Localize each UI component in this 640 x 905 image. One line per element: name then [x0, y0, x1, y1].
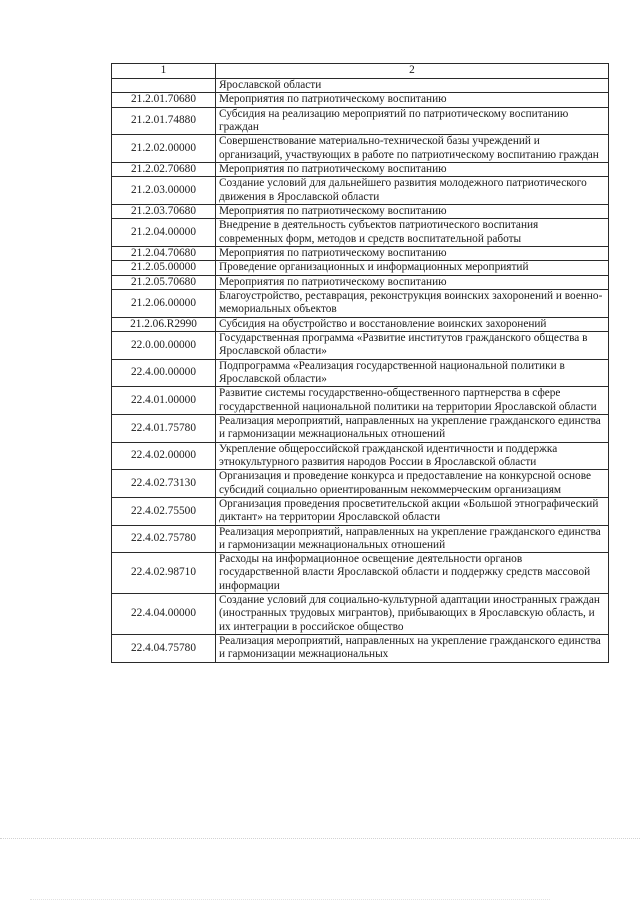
budget-code: 21.2.06.00000: [112, 289, 216, 317]
expense-description: Реализация мероприятий, направленных на укрепление гражданского единства и гармонизации межнациональных отношений: [216, 525, 609, 553]
budget-code: 21.2.01.70680: [112, 93, 216, 107]
expense-description: Мероприятия по патриотическому воспитанию: [216, 93, 609, 107]
budget-code: 22.4.04.75780: [112, 635, 216, 663]
expense-description: Развитие системы государственно-общественного партнерства в сфере государственной национальной политики на территории Ярославской области: [216, 387, 609, 415]
table-row: [112, 107, 609, 135]
expense-description: Внедрение в деятельность субъектов патриотического воспитания современных форм, методов и средств воспитательной работы: [216, 219, 609, 247]
expense-description: Государственная программа «Развитие институтов гражданского общества в Ярославской области»: [216, 331, 609, 359]
budget-code: 22.0.00.00000: [112, 331, 216, 359]
table-row: [112, 359, 609, 387]
table-row: [112, 177, 609, 205]
table-row: [112, 470, 609, 498]
budget-classification-table: [111, 63, 609, 663]
column-header-description: 2: [216, 64, 609, 79]
budget-code: 21.2.03.70680: [112, 204, 216, 218]
table-row: [112, 162, 609, 176]
scan-artifact-line: [0, 838, 640, 841]
budget-code: 22.4.02.98710: [112, 553, 216, 594]
budget-code: 22.4.02.73130: [112, 470, 216, 498]
expense-description: Мероприятия по патриотическому воспитанию: [216, 204, 609, 218]
budget-code: 21.2.05.00000: [112, 261, 216, 275]
table-row: [112, 93, 609, 107]
expense-description: Субсидия на реализацию мероприятий по патриотическому воспитанию граждан: [216, 107, 609, 135]
expense-description: Создание условий для дальнейшего развития молодежного патриотического движения в Ярославской области: [216, 177, 609, 205]
expense-description: Реализация мероприятий, направленных на укрепление гражданского единства и гармонизации межнациональных отношений: [216, 414, 609, 442]
expense-description: Расходы на информационное освещение деятельности органов государственной власти Ярославской области и поддержку средств массовой информации: [216, 553, 609, 594]
expense-description: Подпрограмма «Реализация государственной национальной политики в Ярославской области»: [216, 359, 609, 387]
table-row: [112, 525, 609, 553]
table-row: [112, 275, 609, 289]
budget-code: 21.2.04.70680: [112, 246, 216, 260]
table-row: [112, 204, 609, 218]
budget-code: 21.2.03.00000: [112, 177, 216, 205]
table-row: [112, 497, 609, 525]
budget-code: 22.4.00.00000: [112, 359, 216, 387]
table-row: [112, 135, 609, 163]
expense-description: Создание условий для социально-культурной адаптации иностранных граждан (иностранных трудовых мигрантов), прибывающих в Ярославскую область, и их интеграции в российское общество: [216, 594, 609, 635]
table-row: [112, 79, 609, 93]
budget-code: 22.4.01.00000: [112, 387, 216, 415]
table-row: [112, 289, 609, 317]
table-row: [112, 414, 609, 442]
table-body: [112, 79, 609, 663]
expense-description: Субсидия на обустройство и восстановление воинских захоронений: [216, 317, 609, 331]
budget-code: 21.2.06.R2990: [112, 317, 216, 331]
table-header-row: [112, 64, 609, 79]
expense-description: Реализация мероприятий, направленных на укрепление гражданского единства и гармонизации межнациональных: [216, 635, 609, 663]
budget-code: 21.2.01.74880: [112, 107, 216, 135]
expense-description: Совершенствование материально-технической базы учреждений и организаций, участвующих в работе по патриотическому воспитанию граждан: [216, 135, 609, 163]
budget-code: 21.2.02.70680: [112, 162, 216, 176]
table-row: [112, 553, 609, 594]
table-row: [112, 219, 609, 247]
budget-code: 22.4.02.75500: [112, 497, 216, 525]
table-row: [112, 261, 609, 275]
table-row: [112, 594, 609, 635]
expense-description: Организация и проведение конкурса и предоставление на конкурсной основе субсидий социально ориентированным некоммерческим организациям: [216, 470, 609, 498]
table-row: [112, 387, 609, 415]
budget-code: [112, 79, 216, 93]
table-row: [112, 246, 609, 260]
table-row: [112, 317, 609, 331]
budget-code: 22.4.02.00000: [112, 442, 216, 470]
column-header-code: 1: [112, 64, 216, 79]
expense-description: Мероприятия по патриотическому воспитанию: [216, 275, 609, 289]
expense-description: Ярославской области: [216, 79, 609, 93]
budget-code: 22.4.02.75780: [112, 525, 216, 553]
table-row: [112, 635, 609, 663]
budget-code: 21.2.05.70680: [112, 275, 216, 289]
budget-code: 21.2.02.00000: [112, 135, 216, 163]
expense-description: Мероприятия по патриотическому воспитанию: [216, 162, 609, 176]
table-row: [112, 331, 609, 359]
expense-description: Укрепление общероссийской гражданской идентичности и поддержка этнокультурного развития народов России в Ярославской области: [216, 442, 609, 470]
scan-artifact-line: [30, 899, 550, 902]
budget-code: 21.2.04.00000: [112, 219, 216, 247]
expense-description: Благоустройство, реставрация, реконструкция воинских захоронений и военно-мемориальных объектов: [216, 289, 609, 317]
expense-description: Мероприятия по патриотическому воспитанию: [216, 246, 609, 260]
expense-description: Организация проведения просветительской акции «Большой этнографический диктант» на территории Ярославской области: [216, 497, 609, 525]
table-row: [112, 442, 609, 470]
expense-description: Проведение организационных и информационных мероприятий: [216, 261, 609, 275]
budget-code: 22.4.01.75780: [112, 414, 216, 442]
budget-code: 22.4.04.00000: [112, 594, 216, 635]
